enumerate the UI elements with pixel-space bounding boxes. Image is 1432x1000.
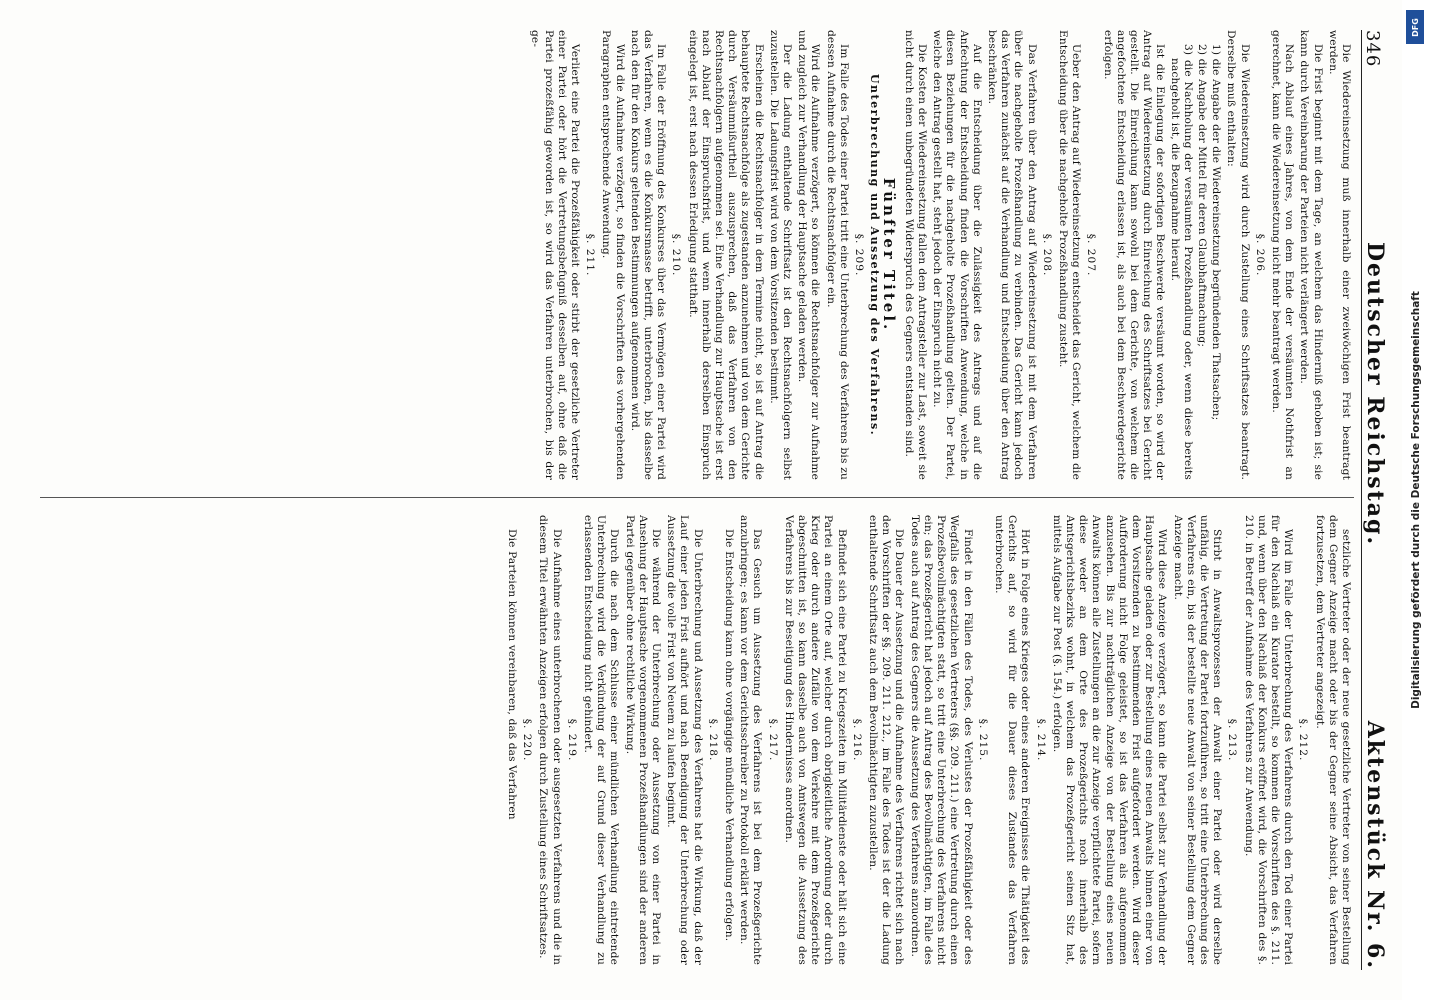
- list-item: 3) die Nachholung der versäumten Prozeßhandlung oder, wenn diese bereits nachgeholt ist, die Bezugnahme hierauf.: [1168, 44, 1194, 480]
- paragraph: Wird die Aufnahme verzögert, so können die Rechtsnachfolger zur Aufnahme und zugleich zur Verhandlung der Hauptsache geladen werden.: [796, 30, 822, 480]
- list-item: 2) die Angabe der Mittel für deren Glaubhaftmachung;: [1195, 44, 1208, 348]
- section-number: §. 208.: [1040, 233, 1053, 277]
- left-column: [40, 30, 1352, 480]
- paragraph: Die Entscheidung kann ohne vorgängige mündliche Verhandlung erfolgen.: [723, 529, 736, 942]
- paragraph: Die Kosten der Wiedereinsetzung fallen dem Antragsteller zur Last, soweit sie nicht durch einen unbegründeten Widerspruch des Gegners entstanden sind.: [902, 30, 928, 480]
- paragraph: Ist die Einlegung der sofortigen Beschwerde versäumt worden, so wird der Antrag auf Wiedereinsetzung durch Einreichung des Schriftsatzes bei Gericht gestellt. Die Einreichung kann sowohl bei dem Gerichte, von welchem die angefochtene Entscheidung erlassen ist, als auch bei dem Beschwerdegerichte erfolgen.: [1101, 30, 1167, 480]
- paragraph: Im Falle der Eröffnung des Konkurses über das Vermögen einer Partei wird das Verfahren, wenn es die Konkursmasse betrifft, unterbrochen, bis dasselbe nach den für den Konkurs geltenden Bestimmungen aufgenommen wird.: [628, 30, 668, 480]
- section-number: §. 218.: [706, 718, 719, 762]
- right-column: [40, 515, 1352, 965]
- section-number: §. 209.: [853, 233, 866, 277]
- list-item: 1) die Angabe der die Wiedereinsetzung begründenden Thatsachen;: [1210, 44, 1223, 421]
- section-number: §. 206.: [1253, 233, 1266, 277]
- chapter-title: Fünfter Titel.: [880, 177, 899, 333]
- section-number: §. 217.: [766, 718, 779, 762]
- section-number: §. 215.: [976, 718, 989, 762]
- page-header: [1361, 30, 1398, 970]
- section-number: §. 210.: [670, 233, 683, 277]
- paragraph: Die Frist beginnt mit dem Tage, an welchem das Hinderniß gehoben ist; sie kann durch Vereinbarung der Parteien nicht verlängert werden.: [1298, 30, 1324, 480]
- section-number: §. 219.: [565, 718, 578, 762]
- paragraph: Durch die nach dem Schlusse einer mündlichen Verhandlung eintretende Unterbrechung wird die Verkündung der auf Grund dieser Verhandlung zu erlassenden Entscheidung nicht gehindert.: [582, 515, 621, 965]
- paragraph: Verliert eine Partei die Prozeßfähigkeit oder stirbt der gesetzliche Vertreter einer Partei oder hört die Vertretungsbefugniß desselben auf, ohne daß die Partei prozeßfähig geworden ist, so wird das Verfahren unterbrochen, bis der ge-: [529, 30, 582, 480]
- paragraph: Ueber den Antrag auf Wiedereinsetzung entscheidet das Gericht, welchem die Entscheidung über die nachgeholte Prozeßhandlung zusteht.: [1056, 30, 1083, 480]
- paragraph: Stirbt in Anwaltsprozessen der Anwalt einer Partei oder wird derselbe unfähig, die Vertretung der Partei fortzuführen, so tritt eine Unterbrechung des Verfahrens ein, bis der bestellte neue Anwalt von seiner Bestellung dem Gegner Anzeige macht.: [1171, 515, 1224, 965]
- section-number: §. 207.: [1085, 233, 1098, 277]
- paragraph: Die Wiedereinsetzung wird durch Zustellung eines Schriftsatzes beantragt. Derselbe muß enthalten:: [1225, 30, 1251, 480]
- section-number: §. 213.: [1226, 718, 1239, 762]
- page-number: 346: [1362, 30, 1383, 68]
- dfg-logo: [1406, 10, 1424, 44]
- paragraph: Hört in Folge eines Krieges oder eines anderen Ereignisses die Thätigkeit des Gerichts auf, so wird für die Dauer dieses Zustandes das Verfahren unterbrochen.: [992, 515, 1032, 965]
- paragraph: Die Wiedereinsetzung muß innerhalb einer zweiwöchigen Frist beantragt werden.: [1326, 30, 1352, 480]
- section-number: §. 220.: [521, 718, 534, 762]
- paragraph: Wird die Aufnahme verzögert, so finden die Vorschriften des vorhergehenden Paragraphen entsprechende Anwendung.: [600, 30, 626, 480]
- section-number: §. 216.: [850, 718, 863, 762]
- column-divider: [40, 497, 1354, 498]
- section-number: §. 212.: [1297, 718, 1310, 762]
- paragraph: Das Verfahren über den Antrag auf Wiedereinsetzung ist mit dem Verfahren über die nachgeholte Prozeßhandlung zu verbinden. Das Gericht kann jedoch das Verfahren zunächst auf die Verhandlung und Entscheidung über den Antrag beschränken.: [985, 30, 1038, 480]
- paragraph: Die Dauer der Aussetzung und die Aufnahme des Verfahrens richtet sich nach den Vorschriften der §§. 209. 211. 212., im Falle des Todes ist der die Ladung enthaltende Schriftsatz auch dem Bevollmächtigten zuzustellen.: [867, 515, 906, 965]
- chapter-subtitle: Unterbrechung und Aussetzung des Verfahrens.: [868, 73, 882, 437]
- paragraph: Wird diese Anzeige verzögert, so kann die Partei selbst zur Verhandlung der Hauptsache geladen oder zur Bestellung eines neuen Anwalts binnen einer von dem Vorsitzenden zu bestimmenden Frist aufgefordert werden. Wird dieser Aufforderung nicht Folge geleistet, so ist das Verfahren als aufgenommen anzusehen. Bis zur nachträglichen Anzeige von der Bestellung eines neuen Anwalts können alle Zustellungen an die zur Anzeige verpflichtete Partei, sofern diese weder an dem Orte des Prozeßgerichts noch innerhalb des Amtsgerichtsbezirks wohnt, in welchem das Prozeßgericht seinen Sitz hat, mittels Aufgabe zur Post (§. 154.) erfolgen.: [1050, 515, 1169, 965]
- paragraph: Die während der Unterbrechung oder Aussetzung von einer Partei in Ansehung der Hauptsache vorgenommenen Prozeßhandlungen sind der anderen Partei gegenüber ohne rechtliche Wirkung.: [623, 515, 663, 965]
- paragraph: Die Parteien können vereinbaren, daß das Verfahren: [506, 529, 519, 820]
- paragraph: Der die Ladung enthaltende Schriftsatz ist den Rechtsnachfolgern selbst zuzustellen. Die Ladungsfrist wird von dem Vorsitzenden bestimmt.: [767, 30, 794, 480]
- paragraph: Findet in den Fällen des Todes, des Verlustes der Prozeßfähigkeit oder des Wegfalls des gesetzlichen Vertreters (§§. 209. 211.) eine Vertretung durch einen Prozeßbevollmächtigten statt, so tritt eine Unterbrechung des Verfahrens nicht ein; das Prozeßgericht hat jedoch auf Antrag des Bevollmächtigten, im Falle des Todes auch auf Antrag des Gegners die Aussetzung des Verfahrens anzuordnen.: [908, 515, 974, 965]
- section-number: §. 214.: [1034, 718, 1047, 762]
- section-number: §. 211.: [584, 233, 597, 277]
- document-page: [16, 0, 1416, 1000]
- paragraph: Nach Ablauf eines Jahres, von dem Ende der versäumten Nothfrist an gerechnet, kann die Wiedereinsetzung nicht mehr beantragt werden.: [1269, 30, 1296, 480]
- paragraph: setzliche Vertreter oder der neue gesetzliche Vertreter von seiner Bestellung dem Gegner Anzeige macht oder bis der Gegner seine Absicht, das Verfahren fortzusetzen, dem Vertreter angezeigt.: [1313, 515, 1352, 965]
- running-title-right: Aktenstück Nr. 6.: [1362, 720, 1388, 970]
- paragraph: Die Aufnahme eines unterbrochenen oder ausgesetzten Verfahrens und die in diesem Titel erwähnten Anzeigen erfolgen durch Zustellung eines Schriftsatzes.: [537, 515, 563, 965]
- paragraph: Befindet sich eine Partei zu Kriegszeiten im Militärdienste oder hält sich eine Partei an einem Orte auf, welcher durch obrigkeitliche Anordnung oder durch Krieg oder durch andere Zufälle von dem Verkehre mit dem Prozeßgerichte abgeschnitten ist, so kann dasselbe auch von Amtswegen die Aussetzung des Verfahrens bis zur Beseitigung des Hindernisses anordnen.: [782, 515, 848, 965]
- running-title-left: Deutscher Reichstag.: [1362, 241, 1388, 547]
- paragraph: Die Unterbrechung und Aussetzung des Verfahrens hat die Wirkung, daß der Lauf einer jeden Frist aufhört und nach Beendigung der Unterbrechung oder Aussetzung die volle Frist von Neuem zu laufen beginnt.: [665, 515, 704, 965]
- paragraph: Erscheinen die Rechtsnachfolger in dem Termine nicht, so ist auf Antrag die behauptete Rechtsnachfolge als zugestanden anzunehmen und von dem Gerichte durch Versäumnißurtheil auszusprechen, daß das Verfahren von den Rechtsnachfolgern aufgenommen sei. Eine Verhandlung zur Hauptsache ist erst nach Ablauf der Einspruchsfrist, und wenn innerhalb derselben Einspruch eingelegt ist, erst nach dessen Erledigung statthaft.: [686, 30, 765, 480]
- paragraph: Auf die Entscheidung über die Zulässigkeit des Antrags und auf die Anfechtung der Entscheidung finden die Vorschriften Anwendung, welche in diesen Beziehungen für die nachgeholte Prozeßhandlung gelten. Der Partei, welche den Antrag gestellt hat, steht jedoch der Einspruch nicht zu.: [931, 30, 983, 480]
- dfg-logo-text: DFG: [1410, 17, 1420, 37]
- paragraph: Das Gesuch um Aussetzung des Verfahrens ist bei dem Prozeßgerichte anzubringen; es kann vor dem Gerichtsschreiber zu Protokoll erklärt werden.: [738, 515, 764, 965]
- paragraph: Im Falle des Todes einer Partei tritt eine Unterbrechung des Verfahrens bis zu dessen Aufnahme durch die Rechtsnachfolger ein.: [824, 30, 850, 480]
- digitization-watermark: Digitalisierung gefördert durch die Deutsche Forschungsgemeinschaft: [1410, 291, 1422, 709]
- paragraph: Wird im Falle der Unterbrechung des Verfahrens durch den Tod einer Partei für den Nachlaß ein Kurator bestellt, so kommen die Vorschriften des §. 211. und, wenn über den Nachlaß der Konkurs eröffnet wird, die Vorschriften des §. 210. in Betreff der Aufnahme des Verfahrens zur Anwendung.: [1242, 515, 1295, 965]
